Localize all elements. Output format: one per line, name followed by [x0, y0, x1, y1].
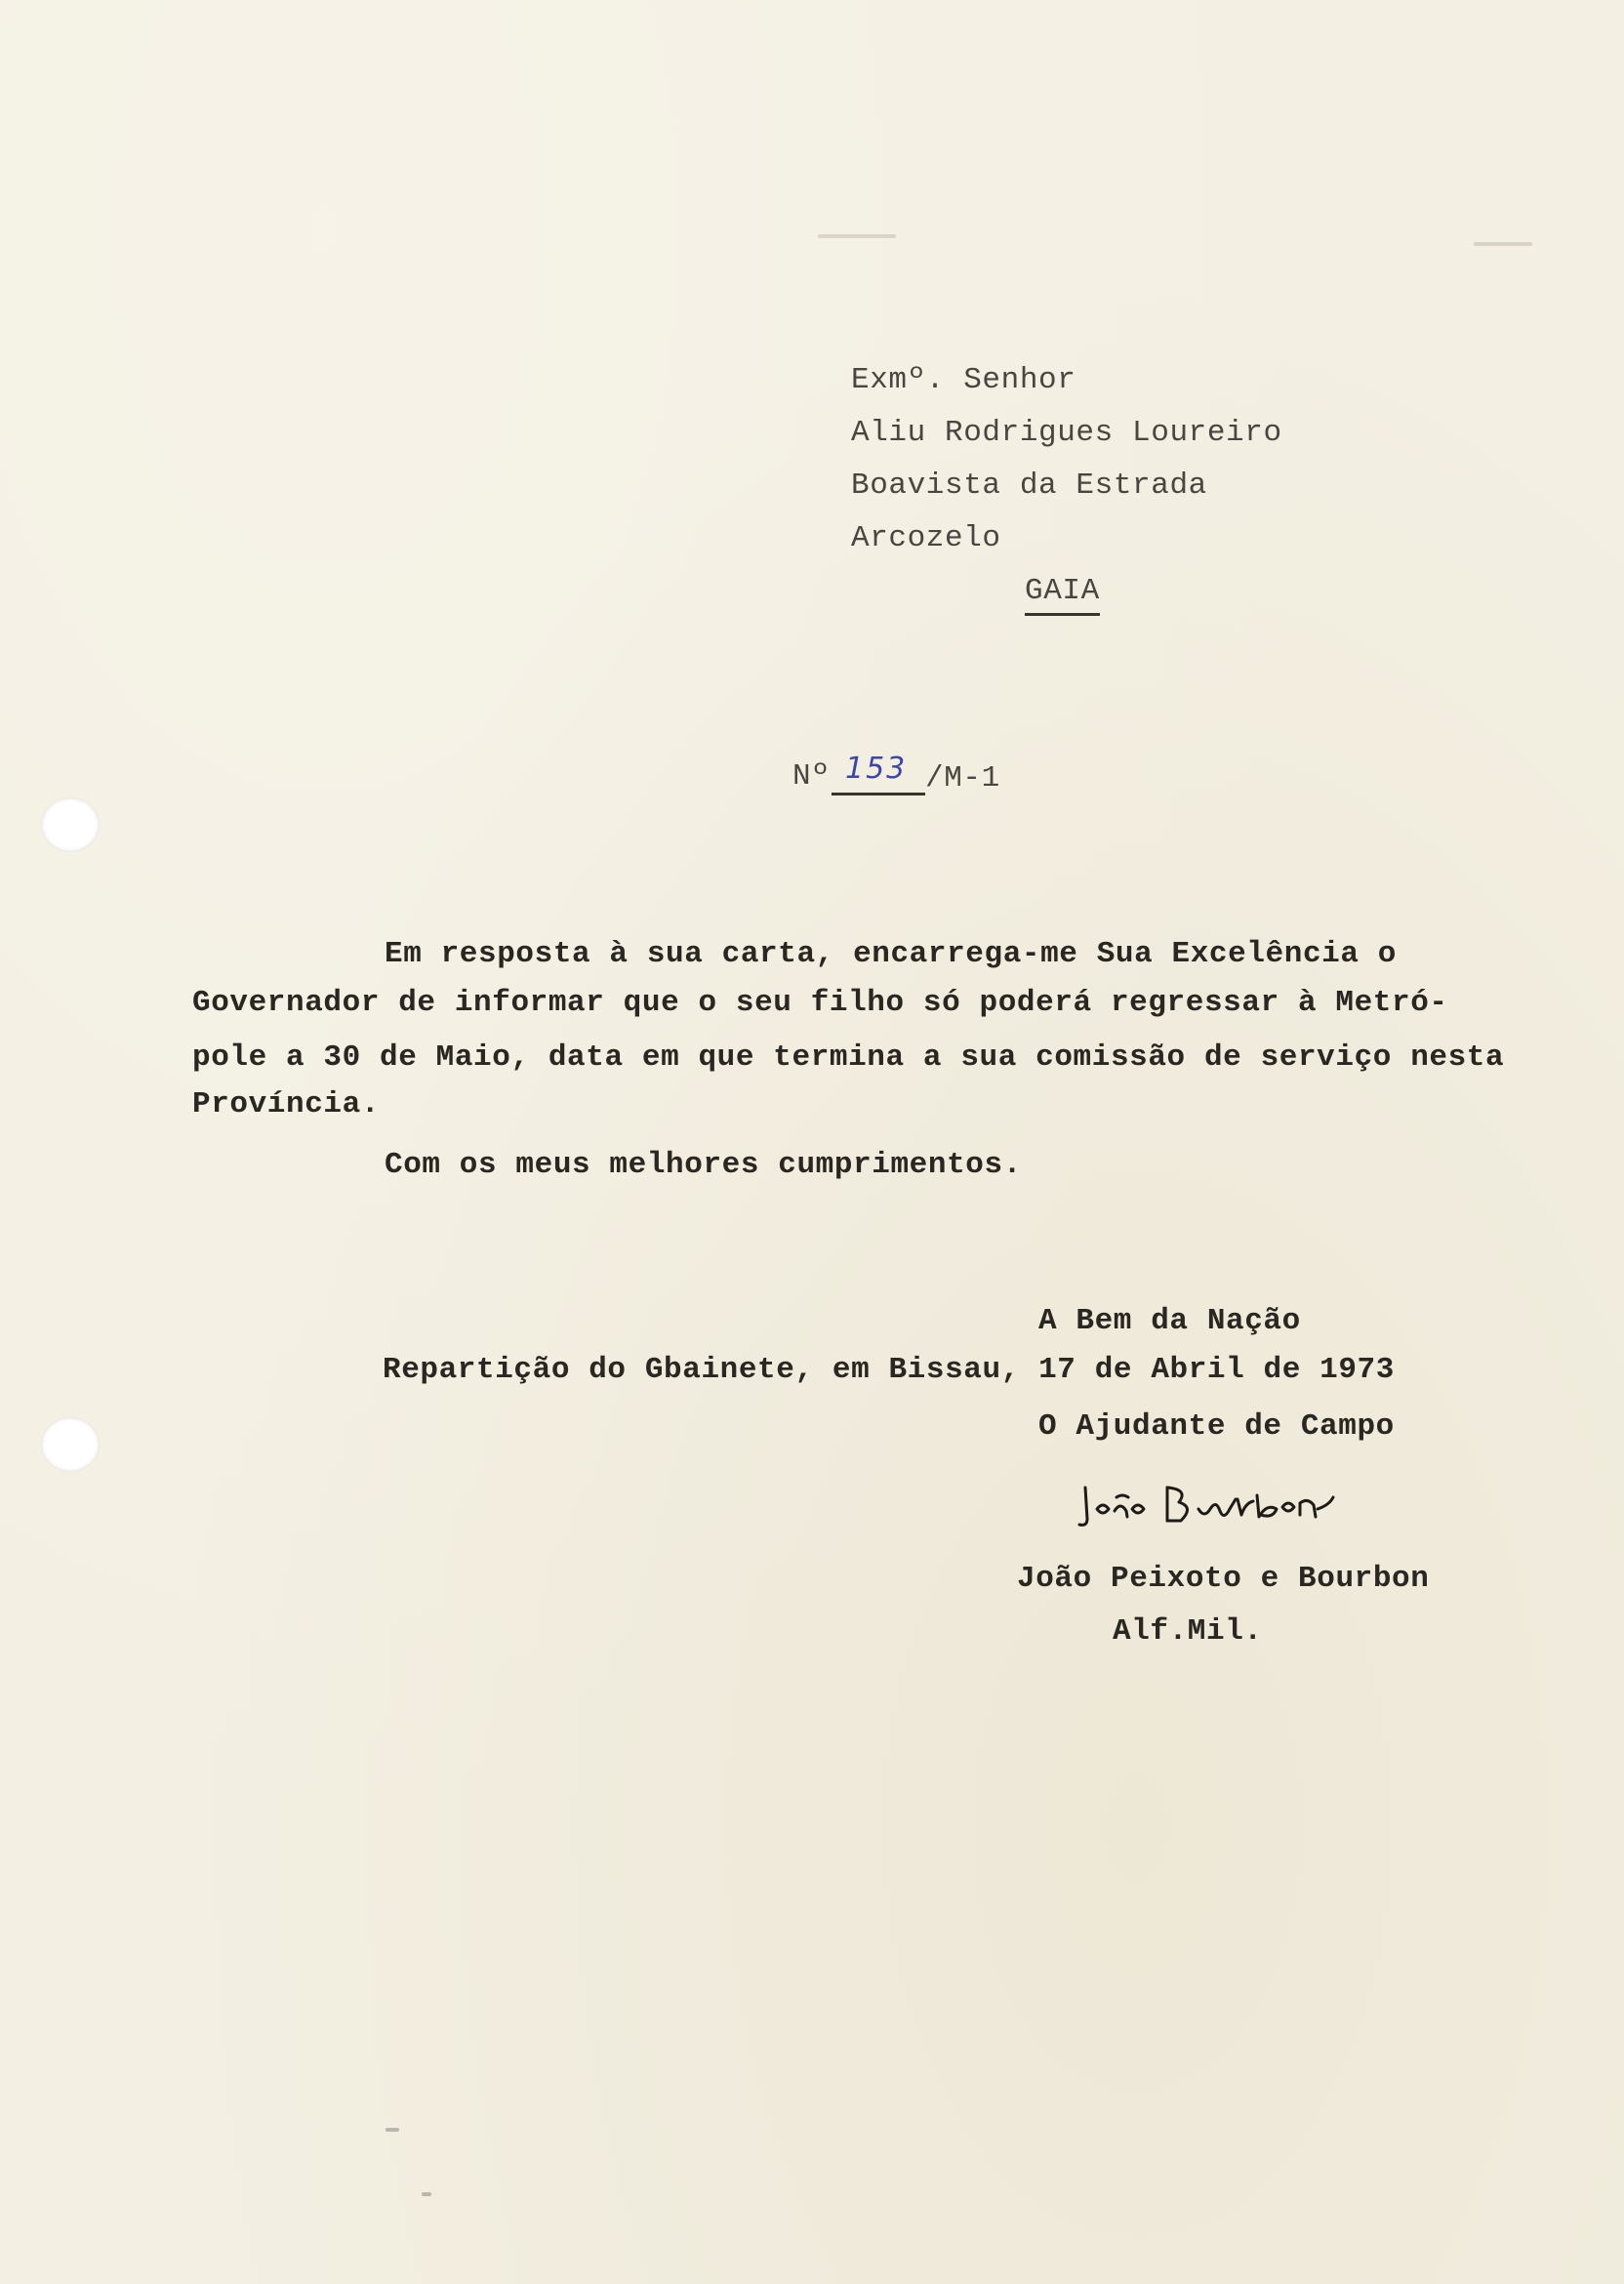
body-line-2: Governador de informar que o seu filho só poderá regressar à Metró-: [192, 986, 1448, 1020]
signoff-role: O Ajudante de Campo: [1038, 1409, 1395, 1444]
reference-prefix: Nº: [792, 759, 831, 794]
faint-mark: [422, 2192, 431, 2196]
body-line-4: Província.: [192, 1087, 381, 1122]
recipient-street: Boavista da Estrada: [851, 469, 1207, 503]
faint-mark: [1474, 242, 1532, 246]
reference-suffix: /M-1: [925, 761, 1000, 795]
reference-number-line: [832, 793, 925, 795]
faint-mark: [386, 2128, 399, 2132]
punch-hole-top: [41, 797, 100, 852]
signoff-place-date: Repartição do Gbainete, em Bissau, 17 de Abril de 1973: [383, 1353, 1395, 1387]
recipient-city: GAIA: [1025, 572, 1100, 616]
body-closing: Com os meus melhores cumprimentos.: [385, 1148, 1022, 1182]
handwritten-signature: [1074, 1476, 1347, 1534]
punch-hole-bottom: [41, 1417, 100, 1472]
body-line-3: pole a 30 de Maio, data em que termina a sua comissão de serviço nesta: [192, 1040, 1505, 1075]
reference-number: 153: [845, 752, 908, 786]
faint-mark: [818, 234, 896, 238]
signer-name: João Peixoto e Bourbon: [1017, 1562, 1430, 1596]
body-line-1: Em resposta à sua carta, encarrega-me Sua Excelência o: [385, 937, 1397, 971]
recipient-salutation: Exmº. Senhor: [851, 363, 1076, 397]
signoff-motto: A Bem da Nação: [1038, 1304, 1301, 1338]
recipient-locality: Arcozelo: [851, 521, 1001, 555]
recipient-name: Aliu Rodrigues Loureiro: [851, 416, 1282, 450]
signer-rank: Alf.Mil.: [1113, 1614, 1263, 1649]
